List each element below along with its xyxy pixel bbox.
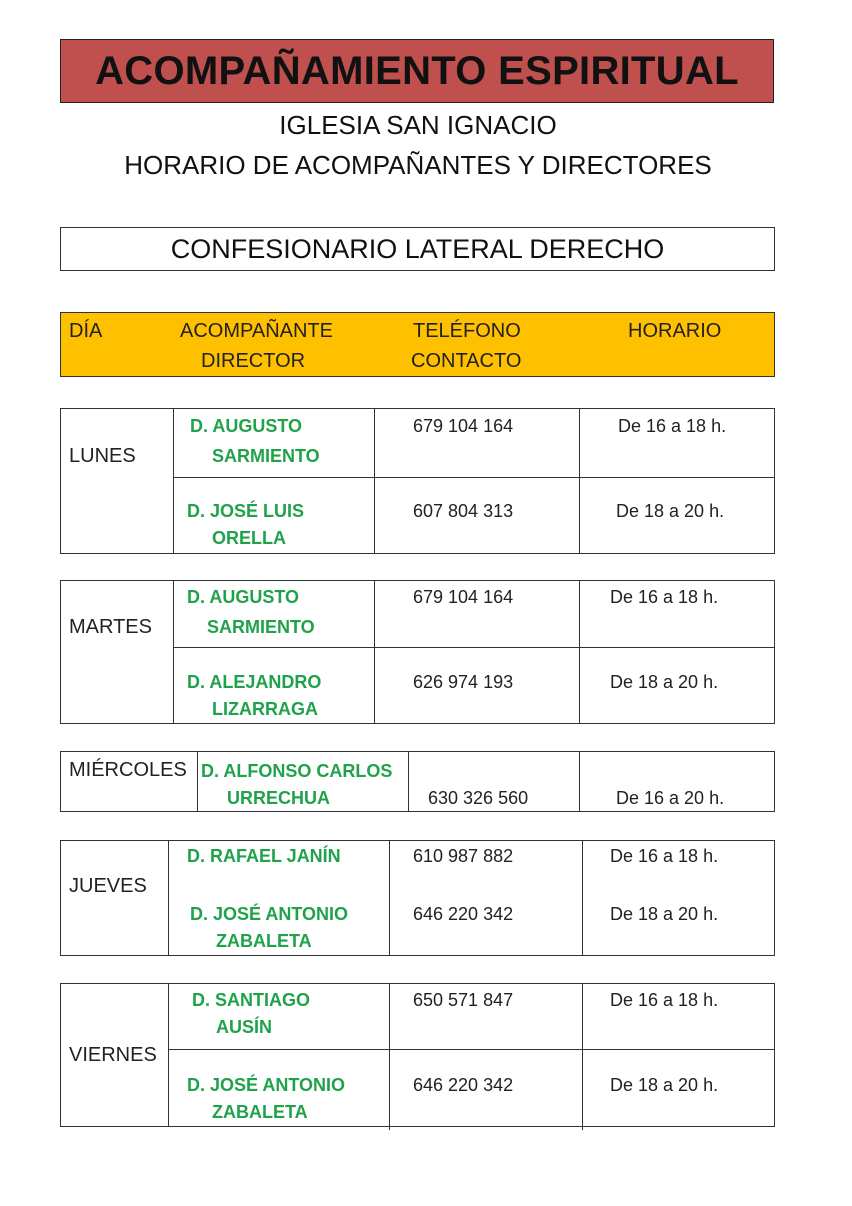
day-block-viernes	[60, 983, 775, 1127]
header-acompanante: ACOMPAÑANTE	[180, 320, 333, 342]
day-label: MIÉRCOLES	[69, 759, 187, 781]
person-surname: AUSÍN	[216, 1017, 273, 1037]
table-header	[60, 312, 775, 377]
person-surname: SARMIENTO	[212, 446, 320, 466]
phone-number: 679 104 164	[413, 587, 514, 607]
person-surname: SARMIENTO	[207, 617, 315, 637]
phone-number: 610 987 882	[413, 846, 514, 866]
time-slot: De 18 a 20 h.	[616, 501, 725, 521]
person-name: D. RAFAEL JANÍN	[187, 846, 341, 866]
time-slot: De 16 a 18 h.	[610, 846, 719, 866]
document-title: ACOMPAÑAMIENTO ESPIRITUAL	[60, 39, 774, 103]
person-surname: URRECHUA	[227, 788, 330, 808]
person-surname: ZABALETA	[216, 931, 312, 951]
time-slot: De 16 a 18 h.	[610, 990, 719, 1010]
person-surname: ORELLA	[212, 528, 286, 548]
day-block-jueves	[60, 840, 775, 956]
person-name: D. JOSÉ LUIS	[187, 501, 305, 521]
phone-number: 650 571 847	[413, 990, 514, 1010]
person-name: D. ALEJANDRO	[187, 672, 322, 692]
header-telefono: TELÉFONO	[413, 320, 521, 342]
time-slot: De 16 a 18 h.	[618, 416, 727, 436]
phone-number: 646 220 342	[413, 1075, 514, 1095]
time-slot: De 16 a 20 h.	[616, 788, 725, 808]
person-name: D. SANTIAGO	[192, 990, 311, 1010]
section-title: CONFESIONARIO LATERAL DERECHO	[60, 227, 775, 271]
header-contacto: CONTACTO	[411, 350, 522, 372]
subtitle-church: IGLESIA SAN IGNACIO	[279, 110, 557, 140]
phone-number: 679 104 164	[413, 416, 514, 436]
time-slot: De 18 a 20 h.	[610, 672, 719, 692]
day-block-martes	[60, 580, 775, 724]
phone-number: 626 974 193	[413, 672, 514, 692]
day-label: JUEVES	[69, 875, 147, 897]
header-dia: DÍA	[69, 320, 103, 342]
day-label: MARTES	[69, 616, 152, 638]
phone-number: 607 804 313	[413, 501, 514, 521]
person-name: D. AUGUSTO	[190, 416, 303, 436]
time-slot: De 18 a 20 h.	[610, 904, 719, 924]
header-horario: HORARIO	[628, 320, 722, 342]
header-director: DIRECTOR	[201, 350, 306, 372]
day-label: LUNES	[69, 445, 136, 467]
day-block-miercoles	[60, 751, 775, 812]
day-label: VIERNES	[69, 1044, 157, 1066]
person-surname: ZABALETA	[212, 1102, 308, 1122]
phone-number: 630 326 560	[428, 788, 529, 808]
day-block-lunes	[60, 408, 775, 554]
person-name: D. AUGUSTO	[187, 587, 300, 607]
time-slot: De 16 a 18 h.	[610, 587, 719, 607]
person-name: D. JOSÉ ANTONIO	[187, 1075, 346, 1095]
time-slot: De 18 a 20 h.	[610, 1075, 719, 1095]
subtitle-schedule: HORARIO DE ACOMPAÑANTES Y DIRECTORES	[124, 150, 712, 180]
person-name: D. JOSÉ ANTONIO	[190, 904, 349, 924]
person-name: D. ALFONSO CARLOS	[201, 761, 393, 781]
person-surname: LIZARRAGA	[212, 699, 318, 719]
phone-number: 646 220 342	[413, 904, 514, 924]
